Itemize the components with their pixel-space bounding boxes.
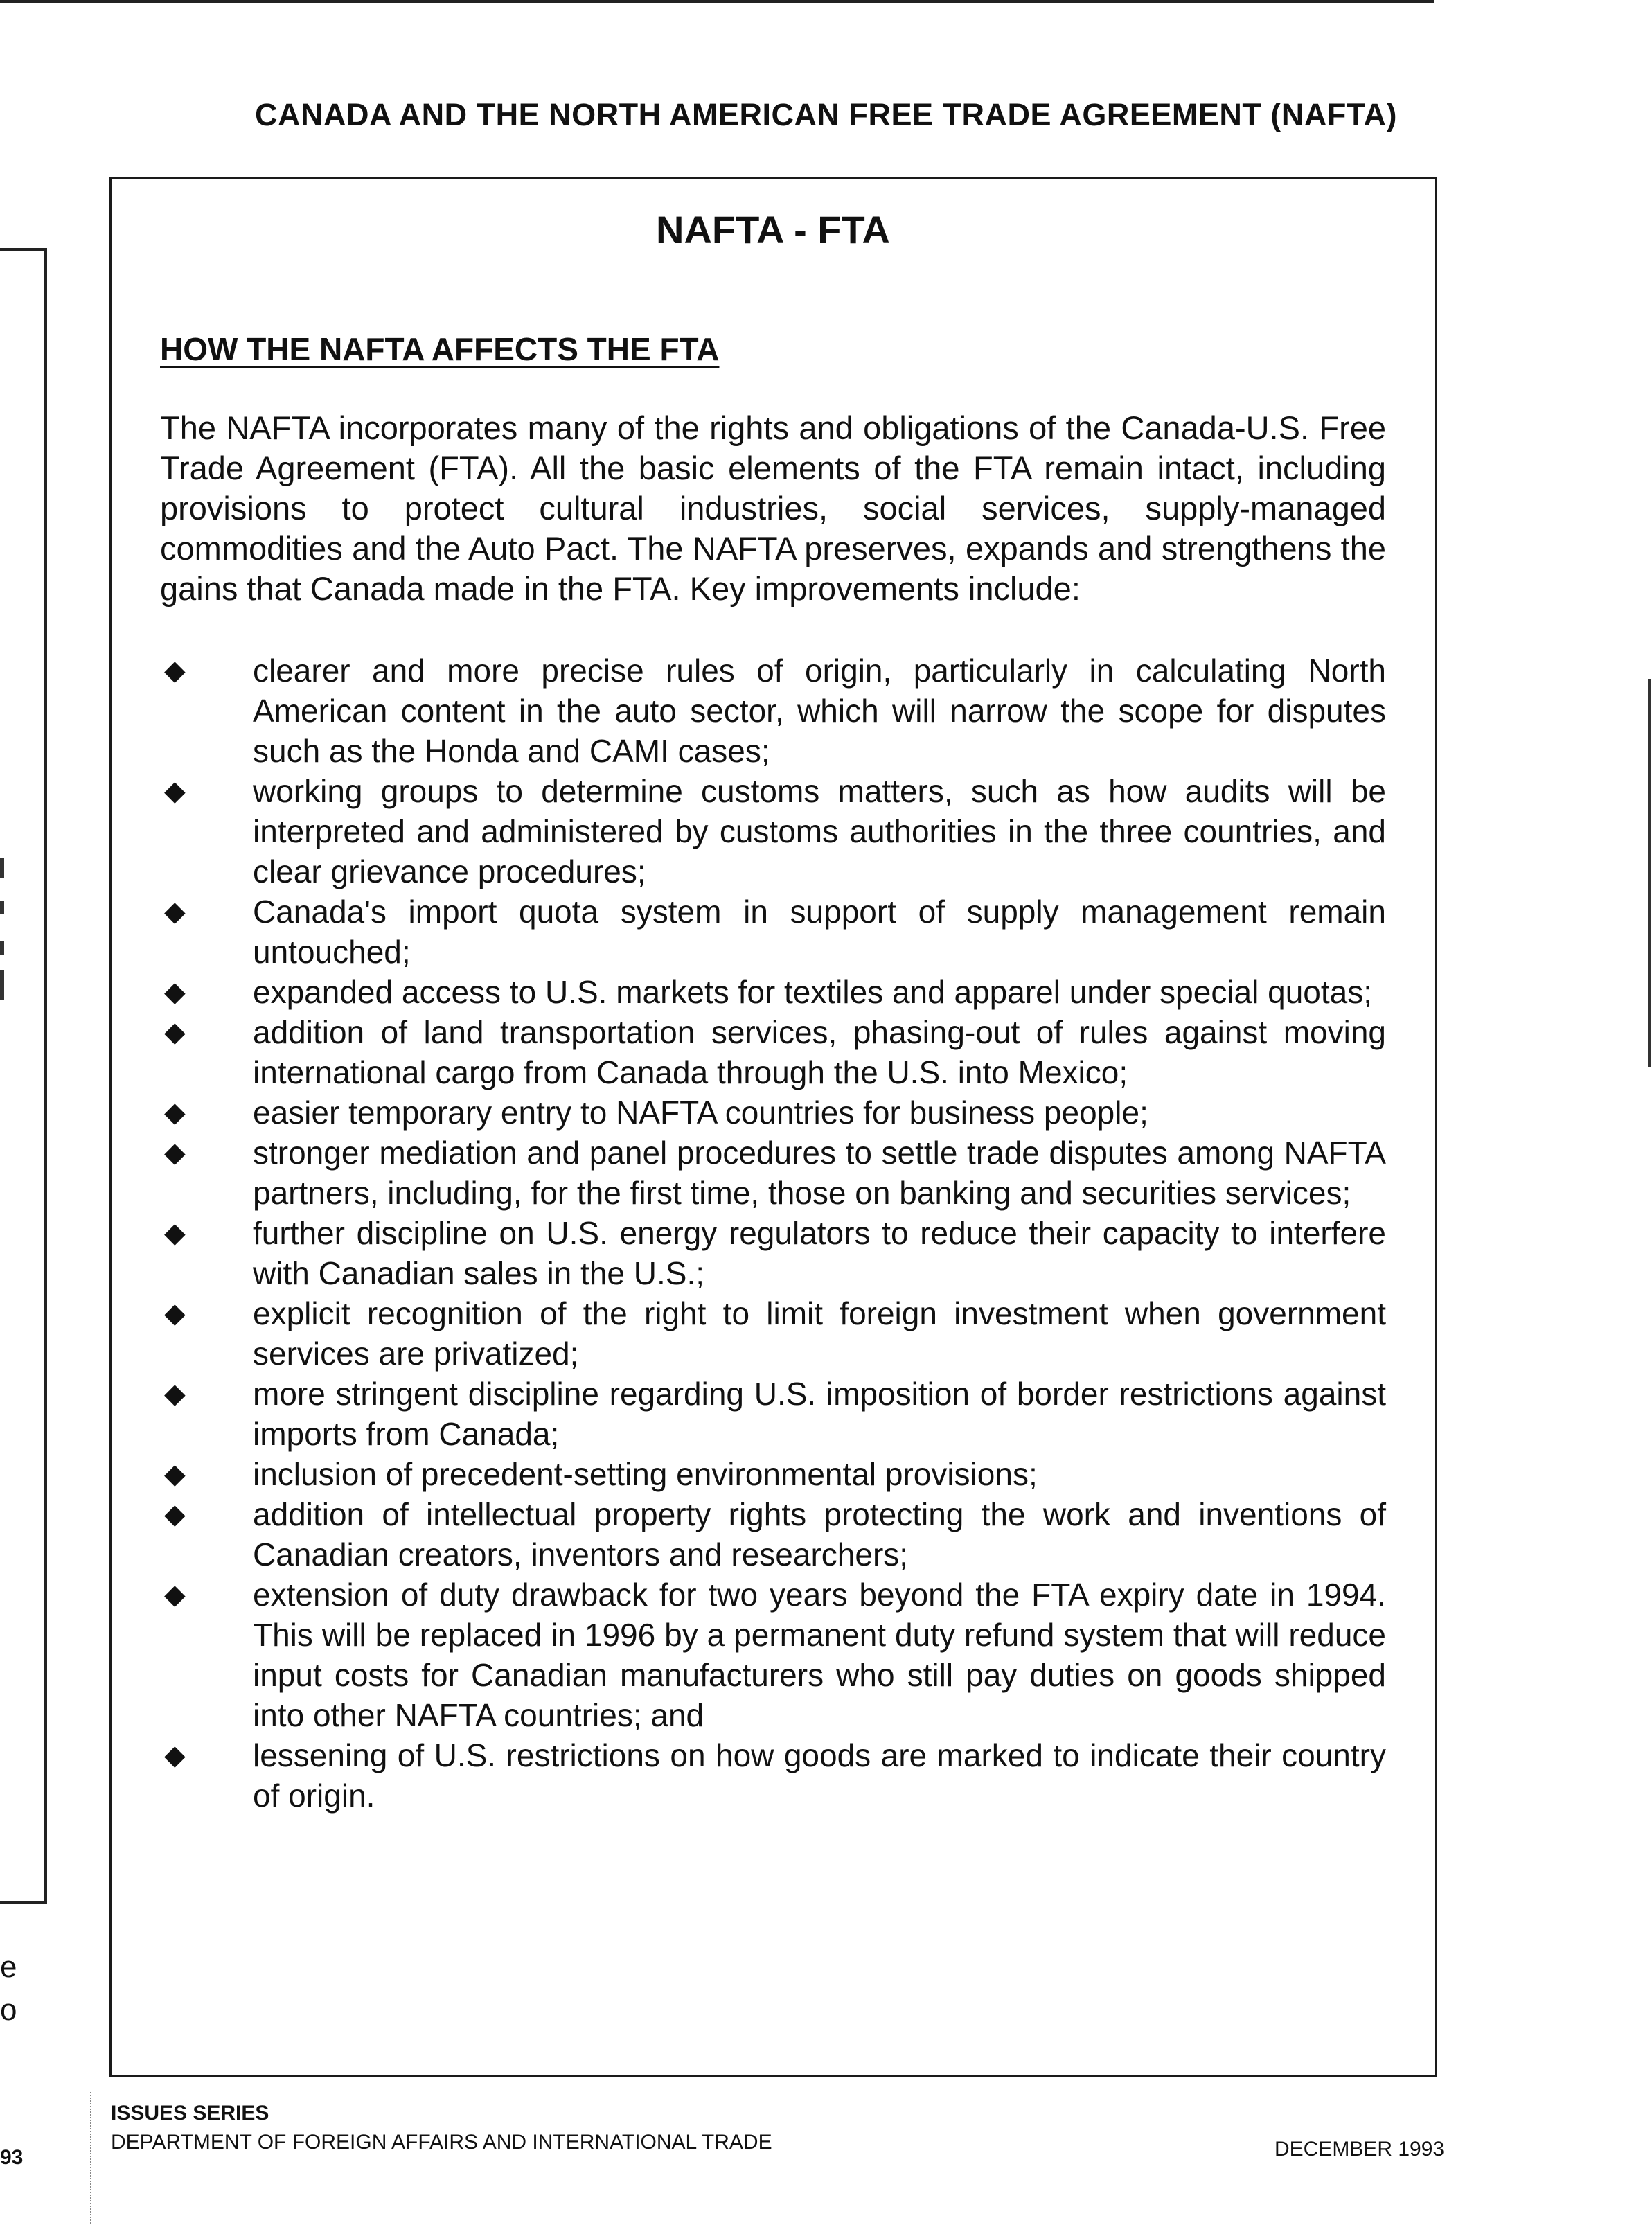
top-edge-rule: [0, 0, 1434, 3]
list-item: [160, 1293, 1386, 1374]
content-box: [109, 177, 1437, 2077]
margin-mark: [0, 970, 4, 1000]
list-item-text: further discipline on U.S. energy regulators to reduce their capacity to interfere with Canadian sales in the U.S.;: [253, 1215, 1386, 1291]
list-item-text: clearer and more precise rules of origin, particularly in calculating North American content in the auto sector, which will narrow the scope for disputes such as the Honda and CAMI cases;: [253, 653, 1386, 769]
list-item: [160, 1092, 1386, 1133]
adjacent-page-frame: [0, 248, 47, 1904]
list-item: [160, 1454, 1386, 1494]
margin-mark: [0, 941, 4, 955]
document-title: CANADA AND THE NORTH AMERICAN FREE TRADE AGREEMENT (NAFTA): [255, 97, 1397, 132]
list-item: [160, 650, 1386, 771]
section-heading: HOW THE NAFTA AFFECTS THE FTA: [160, 331, 720, 367]
list-item-text: explicit recognition of the right to limit foreign investment when government services are privatized;: [253, 1295, 1386, 1372]
footer-date: DECEMBER 1993: [1274, 2138, 1445, 2161]
list-item: [160, 1133, 1386, 1213]
margin-fragment-text: e: [0, 1950, 17, 1984]
list-item: [160, 1012, 1386, 1092]
list-item-text: more stringent discipline regarding U.S. imposition of border restrictions against imports from Canada;: [253, 1376, 1386, 1452]
improvements-list: [160, 650, 1386, 1816]
list-item-text: inclusion of precedent-setting environmental provisions;: [253, 1456, 1038, 1492]
list-item-text: lessening of U.S. restrictions on how goods are marked to indicate their country of origin.: [253, 1737, 1386, 1814]
margin-mark: [0, 858, 4, 878]
list-item: [160, 972, 1386, 1012]
diamond-bullet-icon: ◆: [164, 776, 186, 806]
fold-line: [90, 2092, 93, 2224]
list-item: [160, 1735, 1386, 1816]
list-item: [160, 1213, 1386, 1293]
diamond-bullet-icon: ◆: [164, 1017, 186, 1047]
list-item-text: working groups to determine customs matters, such as how audits will be interpreted and administered by customs authorities in the three countries, and clear grievance procedures;: [253, 773, 1386, 889]
diamond-bullet-icon: ◆: [164, 1218, 186, 1248]
margin-fragment-text: o: [0, 1993, 17, 2027]
list-item-text: easier temporary entry to NAFTA countries for business people;: [253, 1094, 1148, 1131]
footer-series: ISSUES SERIES: [111, 2102, 269, 2125]
list-item: [160, 1494, 1386, 1575]
intro-paragraph: The NAFTA incorporates many of the rights and obligations of the Canada-U.S. Free Trade Agreement (FTA). All the basic elements of the FTA remain intact, including provisions to protect cultural industries, social services, supply-managed commodities and the Auto Pact. The NAFTA preserves, expands and strengthens the gains that Canada made in the FTA. Key improvements include:: [160, 409, 1386, 607]
diamond-bullet-icon: ◆: [164, 1499, 186, 1530]
diamond-bullet-icon: ◆: [164, 1137, 186, 1168]
diamond-bullet-icon: ◆: [164, 1097, 186, 1128]
margin-mark: [0, 901, 4, 914]
list-item-text: stronger mediation and panel procedures to settle trade disputes among NAFTA partners, including, for the first time, those on banking and securities services;: [253, 1135, 1386, 1211]
list-item-text: expanded access to U.S. markets for textiles and apparel under special quotas;: [253, 974, 1373, 1010]
diamond-bullet-icon: ◆: [164, 1740, 186, 1771]
list-item: [160, 771, 1386, 892]
list-item: [160, 1575, 1386, 1735]
list-item: [160, 892, 1386, 972]
box-title: NAFTA - FTA: [656, 208, 890, 251]
footer-department: DEPARTMENT OF FOREIGN AFFAIRS AND INTERNATIONAL TRADE: [111, 2131, 772, 2154]
margin-page-fragment: 93: [0, 2146, 24, 2169]
list-item: [160, 1374, 1386, 1454]
diamond-bullet-icon: ◆: [164, 1298, 186, 1329]
diamond-bullet-icon: ◆: [164, 655, 186, 686]
diamond-bullet-icon: ◆: [164, 896, 186, 927]
diamond-bullet-icon: ◆: [164, 1379, 186, 1409]
list-item-text: addition of land transportation services, phasing-out of rules against moving international cargo from Canada through the U.S. into Mexico;: [253, 1014, 1386, 1090]
right-edge-rule: [1648, 679, 1651, 1067]
diamond-bullet-icon: ◆: [164, 977, 186, 1007]
list-item-text: extension of duty drawback for two years beyond the FTA expiry date in 1994. This will be replaced in 1996 by a permanent duty refund system that will reduce input costs for Canadian manufacturers who still pay duties on goods shipped into other NAFTA countries; and: [253, 1577, 1386, 1733]
diamond-bullet-icon: ◆: [164, 1459, 186, 1489]
list-item-text: Canada's import quota system in support of supply management remain untouched;: [253, 894, 1386, 970]
list-item-text: addition of intellectual property rights protecting the work and inventions of Canadian creators, inventors and researchers;: [253, 1496, 1386, 1572]
diamond-bullet-icon: ◆: [164, 1579, 186, 1610]
